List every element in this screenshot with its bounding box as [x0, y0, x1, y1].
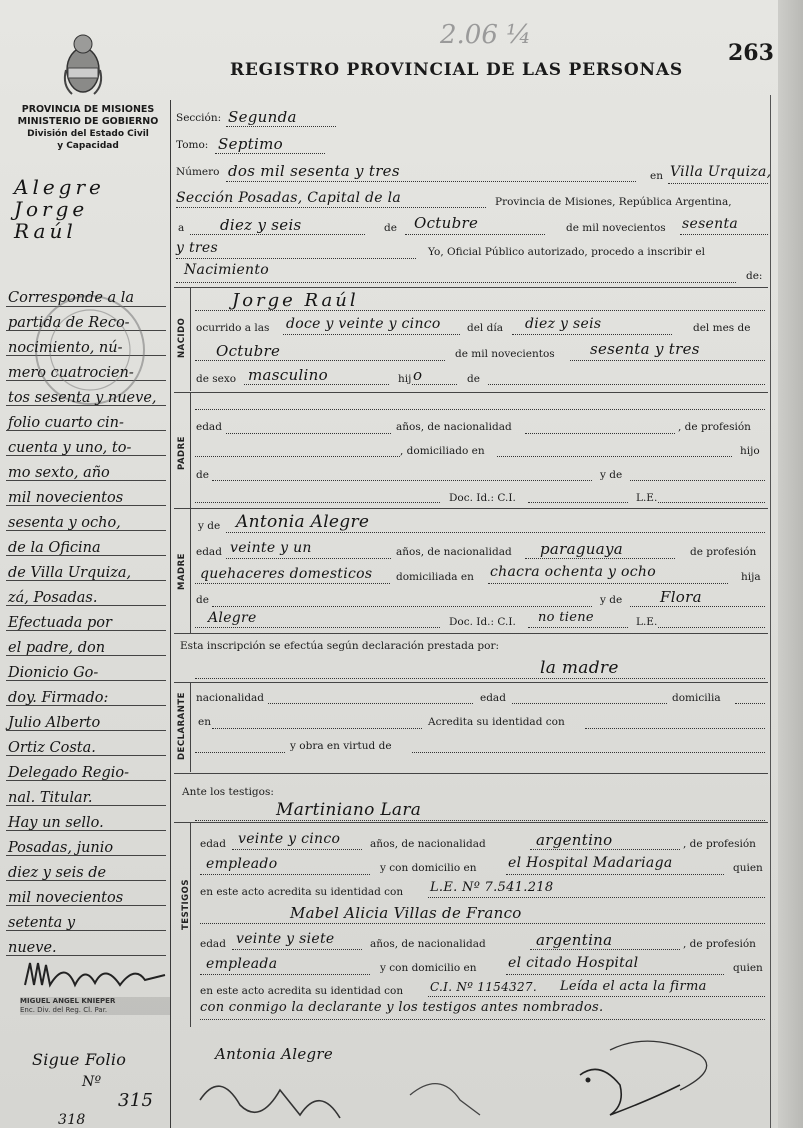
- section-madre-label: MADRE: [177, 553, 187, 590]
- margin-note-line: cuenta y uno, to-: [8, 440, 132, 456]
- margin-note-line: el padre, don: [8, 640, 106, 656]
- value-madre-apellido: Alegre: [208, 610, 257, 626]
- value-sexo: masculino: [248, 366, 328, 384]
- value-madre-doc: no tiene: [538, 610, 594, 625]
- value-testigo1-prof: empleado: [206, 856, 278, 872]
- value-testigo2-doc: C.I. Nº 1154327.: [430, 980, 537, 994]
- value-testigo1-nac: argentino: [536, 831, 613, 849]
- label-t2-domicilio: y con domicilio en: [380, 962, 477, 974]
- section-testigos-label: TESTIGOS: [181, 878, 191, 930]
- margin-note-line: nueve.: [8, 940, 57, 956]
- margin-note-line: Dionicio Go-: [8, 665, 99, 681]
- margin-note-line: zá, Posadas.: [8, 590, 98, 606]
- value-madre-profesion: quehaceres domesticos: [200, 566, 373, 582]
- value-hora: doce y veinte y cinco: [286, 316, 441, 332]
- value-testigo2-dom: el citado Hospital: [508, 955, 639, 971]
- label-padre-de: de: [196, 469, 209, 481]
- value-cierre-2: con conmigo la declarante y los testigos antes nombrados.: [200, 1000, 604, 1015]
- section-nacido-label: NACIDO: [177, 317, 187, 358]
- label-padre-domiciliado: , domiciliado en: [400, 445, 485, 457]
- label-t2-edad: edad: [200, 938, 226, 950]
- label-t1-edad: edad: [200, 838, 226, 850]
- margin-note-line: mil novecientos: [8, 490, 124, 506]
- label-del-mes: del mes de: [693, 322, 751, 334]
- value-dia: diez y seis: [220, 216, 302, 234]
- label-decl-nacionalidad: nacionalidad: [196, 692, 265, 704]
- paper-edge-shadow: [778, 0, 803, 1128]
- label-madre-hija: hija: [741, 571, 761, 583]
- margin-note-line: nocimiento, nú-: [8, 340, 123, 356]
- label-t2-quien: quien: [733, 962, 763, 974]
- label-de: de: [384, 222, 397, 234]
- margin-note-line: mo sexto, año: [8, 465, 110, 481]
- label-madre-y-de2: y de: [600, 594, 623, 606]
- label-madre-y-de: y de: [198, 520, 221, 532]
- folio-no-value: 315: [118, 1090, 154, 1111]
- label-provincia: Provincia de Misiones, República Argentina,: [495, 196, 732, 208]
- label-a: a: [178, 222, 185, 234]
- label-t1-acredita: en este acto acredita su identidad con: [200, 886, 404, 898]
- label-madre-anos: años, de nacionalidad: [396, 546, 512, 558]
- bottom-number: 318: [58, 1112, 86, 1128]
- margin-note-line: partida de Reco-: [8, 315, 130, 331]
- label-decl-obra: y obra en virtud de: [290, 740, 392, 752]
- pencil-note: 2.06 ¼: [440, 20, 532, 50]
- label-yo: Yo, Oficial Público autorizado, procedo a inscribir el: [428, 246, 705, 258]
- label-de2: de: [467, 373, 480, 385]
- margin-signature: [20, 955, 170, 1000]
- value-anio1: sesenta: [682, 216, 739, 232]
- label-hij: hij: [398, 373, 412, 385]
- value-hij-suffix: o: [413, 366, 423, 384]
- section-declarante-label: DECLARANTE: [177, 692, 187, 760]
- label-madre-profesion: de profesión: [690, 546, 757, 558]
- label-madre-edad: edad: [196, 546, 222, 558]
- label-de-mil: de mil novecientos: [566, 222, 666, 234]
- label-decl-en: en: [198, 716, 211, 728]
- label-ocurrido: ocurrido a las: [196, 322, 270, 334]
- label-padre-edad: edad: [196, 421, 222, 433]
- value-anio-nac: sesenta y tres: [590, 340, 700, 358]
- margin-note-line: mil novecientos: [8, 890, 124, 906]
- page-number: 263: [728, 40, 774, 66]
- section-padre-label: PADRE: [177, 436, 187, 470]
- value-madre-domicilio: chacra ochenta y ocho: [490, 564, 656, 580]
- header-capacity: y Capacidad: [57, 141, 119, 151]
- sigue-folio: Sigue Folio: [32, 1050, 127, 1069]
- header-province: PROVINCIA DE MISIONES: [21, 104, 155, 115]
- margin-column-border: [170, 100, 171, 1128]
- value-tomo: Septimo: [218, 135, 283, 153]
- margin-annotation: [8, 286, 168, 961]
- value-acto: Nacimiento: [184, 262, 270, 278]
- stamp-role: Enc. Div. del Reg. Cl. Par.: [20, 1006, 108, 1014]
- label-decl-domicilia: domicilia: [672, 692, 721, 704]
- margin-note-line: setenta y: [8, 915, 76, 931]
- value-cierre-1: Leída el acta la firma: [560, 979, 707, 994]
- label-t1-quien: quien: [733, 862, 763, 874]
- label-seccion: Sección:: [176, 112, 222, 124]
- value-mes-nac: Octubre: [216, 342, 281, 360]
- value-dia-nac: diez y seis: [525, 316, 602, 332]
- value-madre-nacionalidad: paraguaya: [540, 540, 623, 558]
- label-del-dia: del día: [467, 322, 503, 334]
- value-seccion-lugar: Sección Posadas, Capital de la: [176, 190, 402, 206]
- value-madre-edad: veinte y un: [230, 540, 312, 556]
- margin-note-line: doy. Firmado:: [8, 690, 109, 706]
- value-testigo1-dom: el Hospital Madariaga: [508, 855, 673, 871]
- margin-note-line: nal. Titular.: [8, 790, 93, 806]
- label-madre-le: L.E.: [636, 616, 658, 628]
- value-nombre: Jorge Raúl: [232, 290, 359, 311]
- label-ante-testigos: Ante los testigos:: [182, 786, 274, 798]
- label-esta-inscripcion: Esta inscripción se efectúa según declaración prestada por:: [180, 640, 500, 652]
- value-testigo2-prof: empleada: [206, 956, 278, 972]
- label-padre-doc: Doc. Id.: C.I.: [449, 492, 516, 504]
- margin-note-line: tos sesenta y nueve,: [8, 390, 157, 406]
- margin-note-line: de Villa Urquiza,: [8, 565, 132, 581]
- label-en: en: [650, 170, 663, 182]
- stamp-name: MIGUEL ANGEL KNIEPER: [20, 997, 116, 1005]
- label-numero: Número: [176, 166, 220, 178]
- margin-note-line: Delegado Regio-: [8, 765, 130, 781]
- label-madre-de: de: [196, 594, 209, 606]
- label-t2-anos: años, de nacionalidad: [370, 938, 486, 950]
- signer-stamp: [20, 997, 170, 1015]
- value-seccion: Segunda: [228, 108, 297, 126]
- label-padre-hijo: hijo: [740, 445, 760, 457]
- margin-note-line: Efectuada por: [8, 615, 112, 631]
- margin-note-line: mero cuatrocien-: [8, 365, 134, 381]
- value-testigo2-nombre: Mabel Alicia Villas de Franco: [290, 904, 522, 922]
- label-de-mil-nov: de mil novecientos: [455, 348, 555, 360]
- label-de-colon: de:: [746, 270, 763, 282]
- margin-note-line: sesenta y ocho,: [8, 515, 121, 531]
- signature-scribbles: [180, 1030, 770, 1128]
- label-t2-profesion: , de profesión: [683, 938, 756, 950]
- margin-note-line: Corresponde a la: [8, 290, 135, 306]
- margin-surname: Alegre: [14, 175, 105, 199]
- value-declarante: la madre: [540, 658, 619, 678]
- page-title: REGISTRO PROVINCIAL DE LAS PERSONAS: [230, 60, 683, 80]
- label-padre-y-de: y de: [600, 469, 623, 481]
- margin-note-line: Julio Alberto: [8, 715, 101, 731]
- value-firma-declarante: Antonia Alegre: [215, 1045, 334, 1063]
- value-testigo1-edad: veinte y cinco: [238, 831, 341, 847]
- margin-note-line: diez y seis de: [8, 865, 107, 881]
- label-padre-anos: años, de nacionalidad: [396, 421, 512, 433]
- margin-note-line: Hay un sello.: [8, 815, 104, 831]
- label-tomo: Tomo:: [176, 139, 209, 151]
- margin-note-line: de la Oficina: [8, 540, 101, 556]
- value-en-lugar: Villa Urquiza,: [670, 164, 772, 180]
- section-testigos-box: [174, 822, 768, 1028]
- label-t1-domicilio: y con domicilio en: [380, 862, 477, 874]
- margin-note-line: folio cuarto cin-: [8, 415, 124, 431]
- label-t2-acredita: en este acto acredita su identidad con: [200, 985, 404, 997]
- label-t1-anos: años, de nacionalidad: [370, 838, 486, 850]
- label-madre-doc: Doc. Id.: C.I.: [449, 616, 516, 628]
- value-numero: dos mil sesenta y tres: [228, 162, 400, 180]
- label-padre-profesion: , de profesión: [678, 421, 751, 433]
- header-division: División del Estado Civil: [27, 129, 149, 139]
- value-testigo1-doc: L.E. Nº 7.541.218: [430, 880, 554, 895]
- margin-first-name: Jorge: [14, 197, 89, 221]
- label-decl-edad: edad: [480, 692, 506, 704]
- margin-second-name: Raúl: [14, 219, 77, 243]
- label-padre-le: L.E.: [636, 492, 658, 504]
- value-testigo1-nombre: Martiniano Lara: [276, 800, 422, 820]
- folio-no-label: Nº: [82, 1074, 102, 1090]
- label-t1-profesion: , de profesión: [683, 838, 756, 850]
- margin-note-line: Ortiz Costa.: [8, 740, 96, 756]
- right-border: [770, 95, 771, 1128]
- value-mes: Octubre: [414, 214, 479, 232]
- label-madre-domiciliada: domiciliada en: [396, 571, 474, 583]
- value-anio2: y tres: [176, 240, 218, 256]
- label-decl-acredita: Acredita su identidad con: [428, 716, 565, 728]
- value-testigo2-edad: veinte y siete: [236, 931, 335, 947]
- header-ministry: MINISTERIO DE GOBIERNO: [17, 116, 159, 127]
- value-testigo2-nac: argentina: [536, 931, 613, 949]
- value-madre-padres: Flora: [660, 588, 702, 606]
- label-de-sexo: de sexo: [196, 373, 237, 385]
- value-madre-nombre: Antonia Alegre: [236, 512, 370, 532]
- margin-note-line: Posadas, junio: [8, 840, 114, 856]
